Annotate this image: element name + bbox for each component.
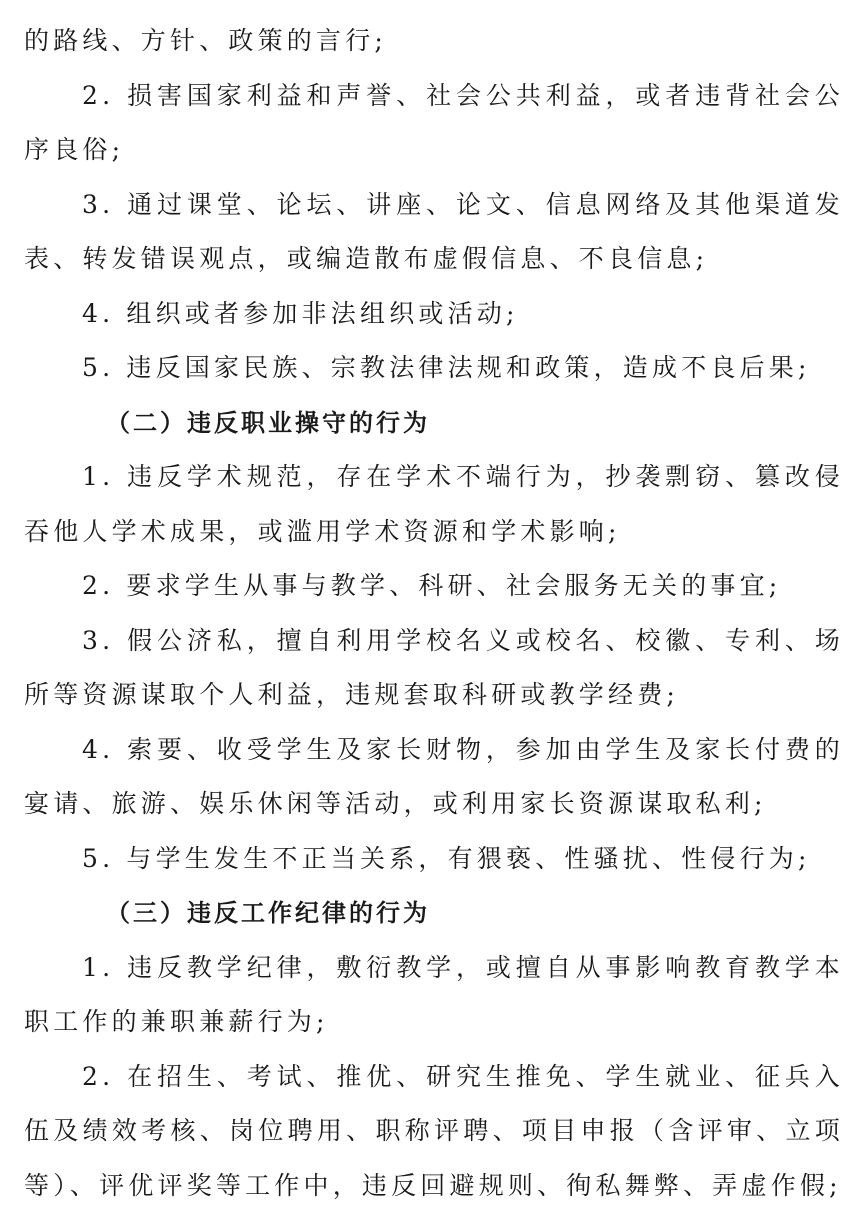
list-item: 2. 要求学生从事与教学、科研、社会服务无关的事宜; <box>82 571 782 600</box>
list-item: 4. 索要、收受学生及家长财物，参加由学生及家长付费的宴请、旅游、娱乐休闲等活动，或利用家长资源谋取私利; <box>24 734 844 818</box>
paragraph-continuation: 的路线、方针、政策的言行; <box>24 26 388 55</box>
list-item: 1. 违反学术规范，存在学术不端行为，抄袭剽窃、篡改侵吞他人学术成果，或滥用学术资源和学术影响; <box>24 462 844 546</box>
list-item: 2. 在招生、考试、推优、研究生推免、学生就业、征兵入伍及绩效考核、岗位聘用、职称评聘、项目申报（含评审、立项等）、评优评奖等工作中，违反回避规则、徇私舞弊、弄虚作假; <box>24 1061 844 1200</box>
list-item: 3. 通过课堂、论坛、讲座、论文、信息网络及其他渠道发表、转发错误观点，或编造散布虚假信息、不良信息; <box>24 189 844 273</box>
section-heading: （二）违反职业操守的行为 <box>106 408 430 437</box>
list-item: 5. 违反国家民族、宗教法律法规和政策，造成不良后果; <box>82 353 811 382</box>
list-item: 5. 与学生发生不正当关系，有猥亵、性骚扰、性侵行为; <box>82 843 811 873</box>
list-item: 3. 假公济私，擅自利用学校名义或校名、校徽、专利、场所等资源谋取个人利益，违规套取科研或教学经费; <box>24 625 844 709</box>
list-item: 2. 损害国家利益和声誉、社会公共利益，或者违背社会公序良俗; <box>24 80 844 164</box>
section-heading: （三）违反工作纪律的行为 <box>106 899 430 927</box>
list-item: 4. 组织或者参加非法组织或活动; <box>82 298 519 328</box>
list-item: 1. 违反教学纪律，敷衍教学，或擅自从事影响教育教学本职工作的兼职兼薪行为; <box>24 952 844 1036</box>
